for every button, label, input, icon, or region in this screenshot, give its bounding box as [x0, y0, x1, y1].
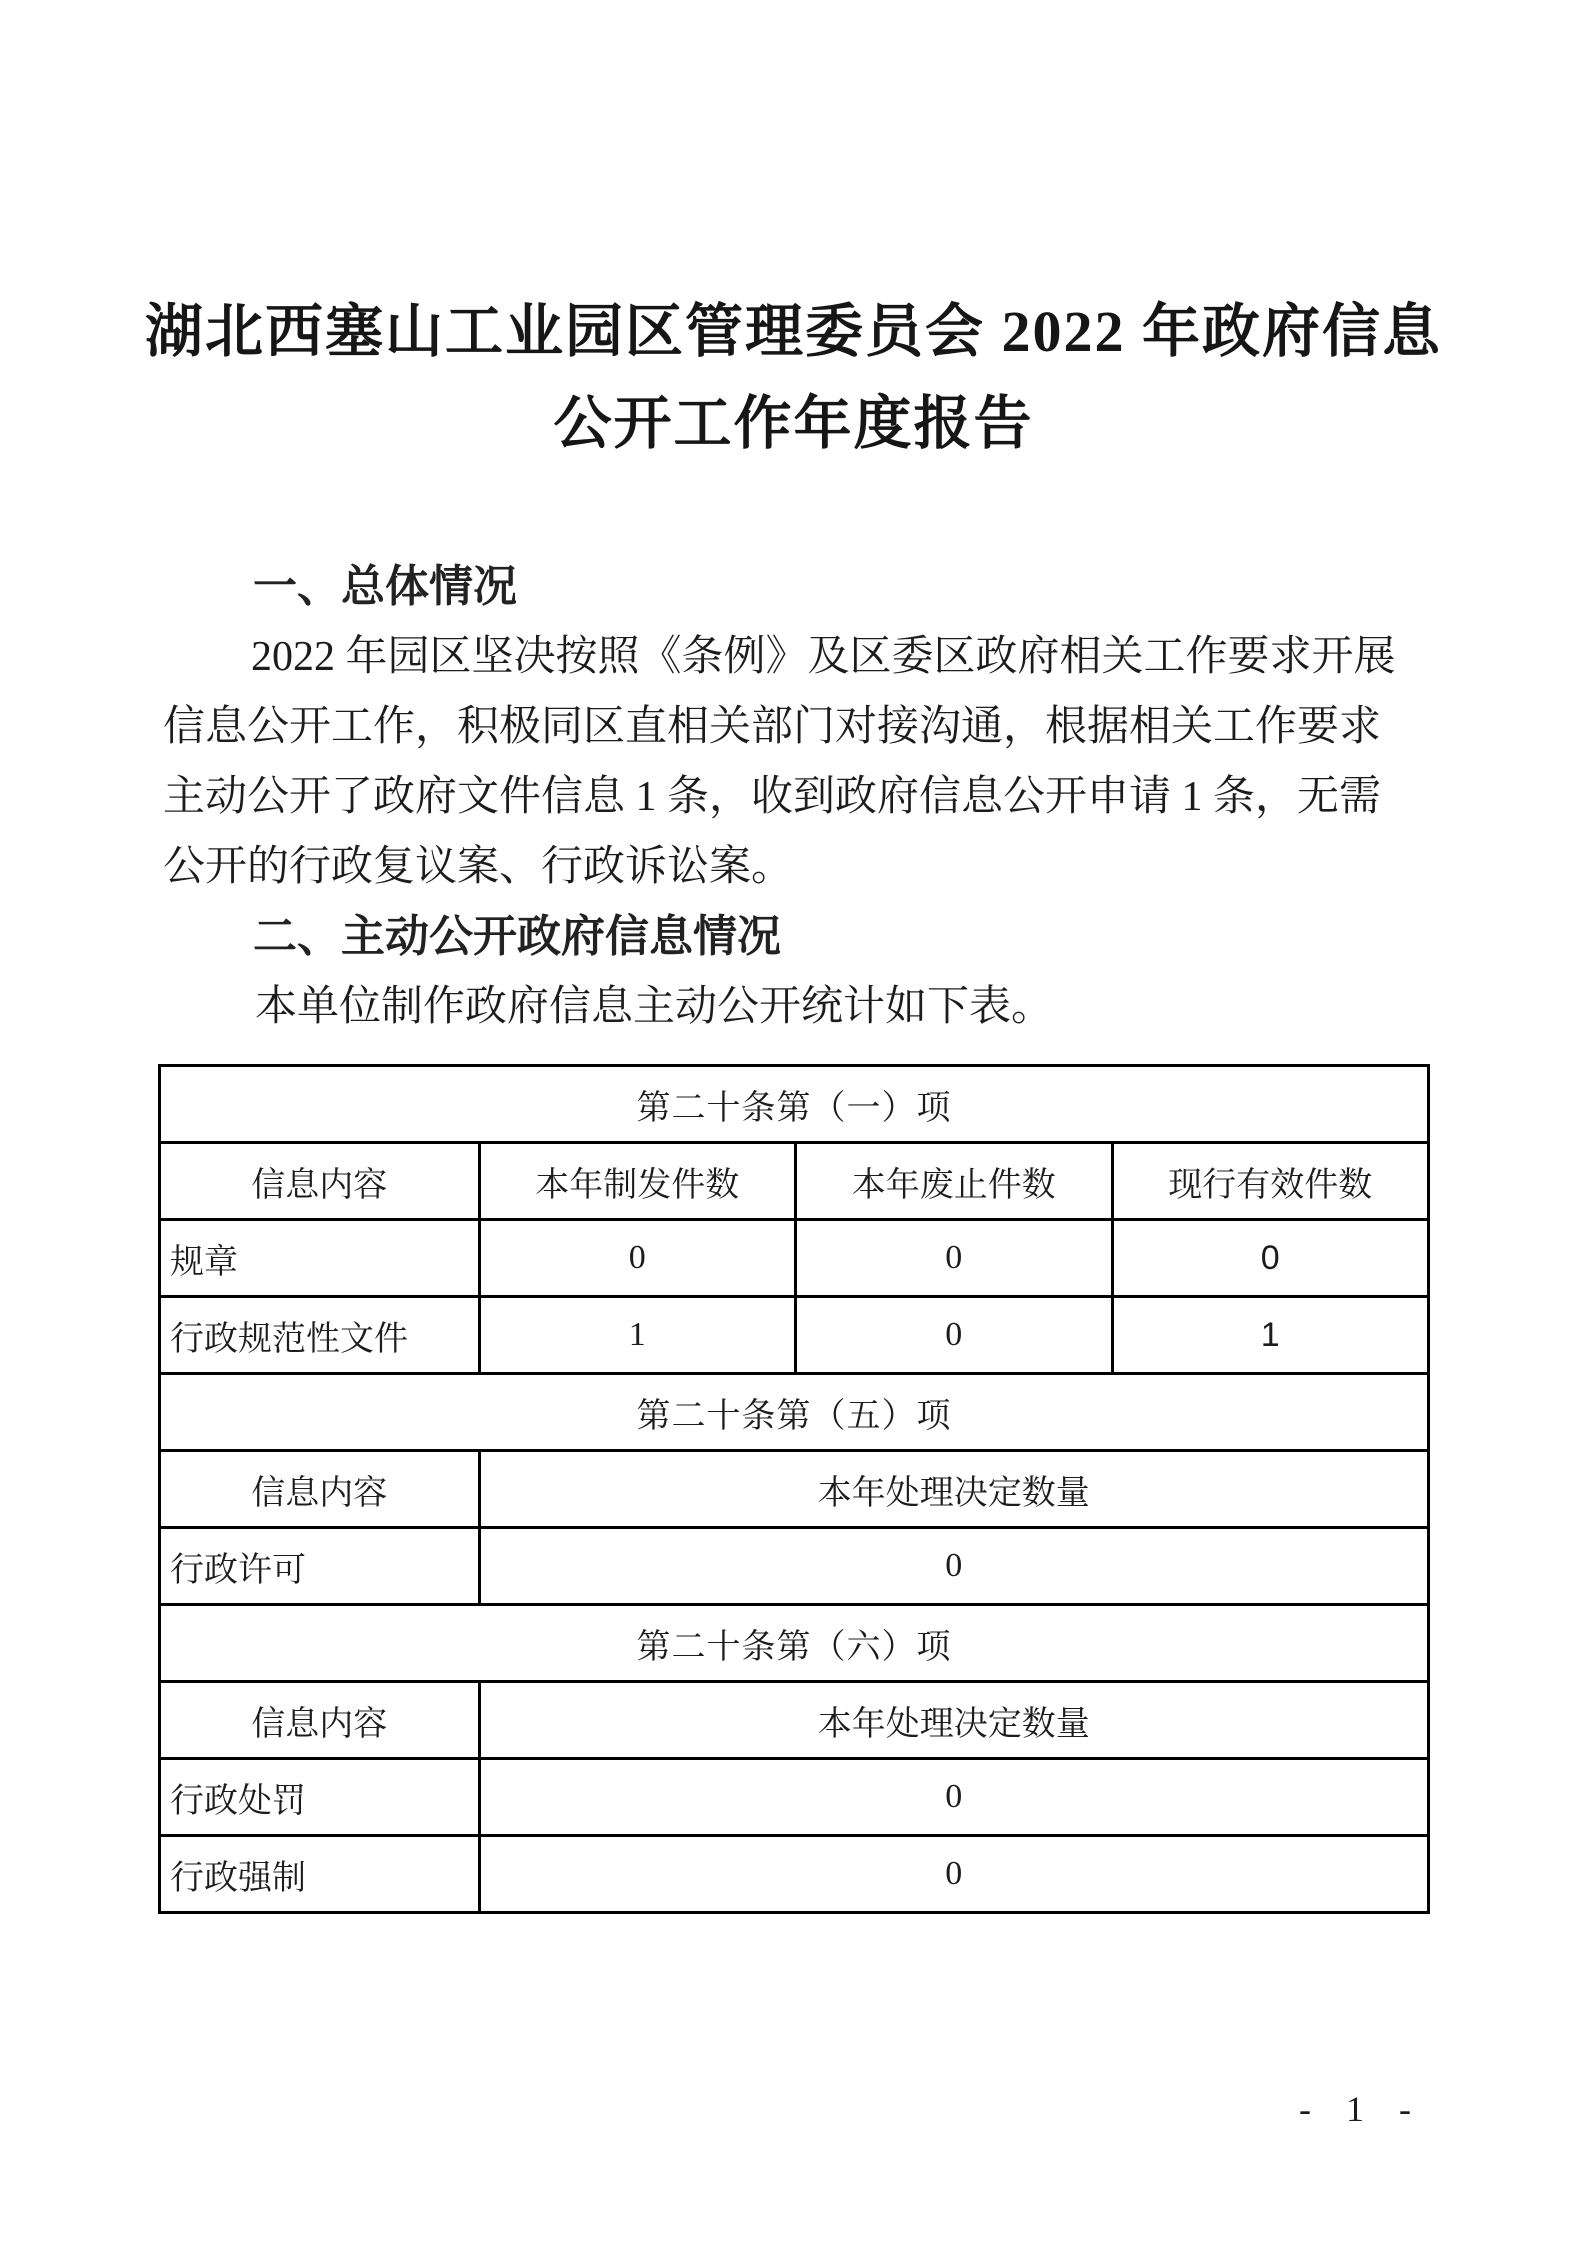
- column-header: 信息内容: [251, 1705, 388, 1743]
- document-title-line-2: 公开工作年度报告: [553, 391, 1034, 456]
- section-heading-proactive: 二、主动公开政府信息情况: [253, 912, 781, 961]
- table-band-row: [161, 1603, 1427, 1680]
- row-label: 行政许可: [170, 1551, 306, 1589]
- band-article20-item1: 第二十条第（一）项: [636, 1089, 952, 1127]
- row-label: 行政处罚: [170, 1782, 306, 1820]
- row-label: 行政规范性文件: [170, 1320, 408, 1358]
- row-label: 规章: [170, 1243, 238, 1281]
- column-header: 现行有效件数: [1111, 1144, 1428, 1218]
- table-row: [161, 1834, 1427, 1911]
- document-body: [163, 552, 1430, 1042]
- column-header: 本年制发件数: [478, 1144, 795, 1218]
- row-value: 1: [478, 1298, 795, 1372]
- column-header: 信息内容: [251, 1474, 388, 1512]
- document-title-line-1: 湖北西塞山工业园区管理委员会 2022 年政府信息: [144, 299, 1442, 364]
- row-value: 0: [478, 1529, 1428, 1603]
- column-header: 本年废止件数: [794, 1144, 1111, 1218]
- paragraph-line: 主动公开了政府文件信息 1 条，收到政府信息公开申请 1 条，无需: [163, 774, 1382, 820]
- row-value: 0: [1111, 1221, 1428, 1295]
- table-intro-line: 本单位制作政府信息主动公开统计如下表。: [255, 984, 1054, 1030]
- column-header: 本年处理决定数量: [478, 1683, 1428, 1757]
- page-number: - 1 -: [1299, 2089, 1420, 2129]
- paragraph-line: 2022 年园区坚决按照《条例》及区委区政府相关工作要求开展: [251, 634, 1396, 680]
- table-band-row: [161, 1372, 1427, 1449]
- row-value: 1: [1111, 1298, 1428, 1372]
- table-header-row: [161, 1141, 1427, 1218]
- row-value: 0: [478, 1837, 1428, 1911]
- paragraph-line: 公开的行政复议案、行政诉讼案。: [163, 844, 794, 890]
- row-value: 0: [478, 1221, 795, 1295]
- band-article20-item5: 第二十条第（五）项: [636, 1397, 952, 1435]
- table-row: [161, 1295, 1427, 1372]
- column-header: 本年处理决定数量: [478, 1452, 1428, 1526]
- row-label: 行政强制: [170, 1859, 306, 1897]
- column-header: 信息内容: [251, 1166, 388, 1204]
- table-band-row: [161, 1067, 1427, 1141]
- table-header-row: [161, 1449, 1427, 1526]
- document-title: [0, 286, 1587, 470]
- row-value: 0: [794, 1298, 1111, 1372]
- section-heading-overall: 一、总体情况: [253, 562, 517, 611]
- table-row: [161, 1526, 1427, 1603]
- paragraph-line: 信息公开工作，积极同区直相关部门对接沟通，根据相关工作要求: [163, 704, 1382, 750]
- statistics-table: [158, 1064, 1430, 1914]
- table-row: [161, 1757, 1427, 1834]
- row-value: 0: [794, 1221, 1111, 1295]
- band-article20-item6: 第二十条第（六）项: [636, 1628, 952, 1666]
- table-row: [161, 1218, 1427, 1295]
- row-value: 0: [478, 1760, 1428, 1834]
- table-header-row: [161, 1680, 1427, 1757]
